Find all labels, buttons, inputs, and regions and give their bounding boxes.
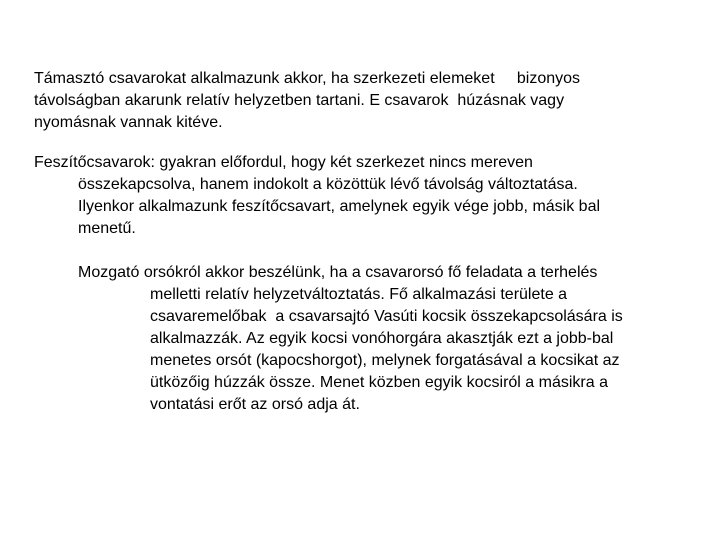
text-line: melletti relatív helyzetváltoztatás. Fő alkalmazási területe a: [150, 286, 568, 303]
text-line: Mozgató orsókról akkor beszélünk, ha a csavarorsó fő feladata a terhelés: [78, 264, 598, 281]
text-line: menetes orsót (kapocshorgot), melynek forgatásával a kocsikat az: [150, 352, 620, 369]
text-line: alkalmazzák. Az egyik kocsi vonóhorgára akasztják ezt a jobb-bal: [150, 330, 614, 347]
text-line: távolságban akarunk relatív helyzetben tartani. E csavarok húzásnak vagy: [34, 92, 565, 109]
text-line: csavaremelőbak a csavarsajtó Vasúti kocsik összekapcsolására is: [150, 308, 623, 325]
text-line: összekapcsolva, hanem indokolt a közöttük lévő távolság változtatása.: [78, 176, 578, 193]
text-line: Támasztó csavarokat alkalmazunk akkor, ha szerkezeti elemeket bizonyos: [34, 70, 581, 87]
text-line: nyomásnak vannak kitéve.: [34, 114, 223, 131]
text-line: Ilyenkor alkalmazunk feszítőcsavart, amelynek egyik vége jobb, másik bal: [78, 198, 601, 215]
text-line: menetű.: [78, 220, 136, 237]
text-line: Feszítőcsavarok: gyakran előfordul, hogy két szerkezet nincs mereven: [34, 154, 533, 171]
text-line: ütközőig húzzák össze. Menet közben egyik kocsiról a másikra a: [150, 374, 608, 391]
text-line: vontatási erőt az orsó adja át.: [150, 396, 360, 413]
